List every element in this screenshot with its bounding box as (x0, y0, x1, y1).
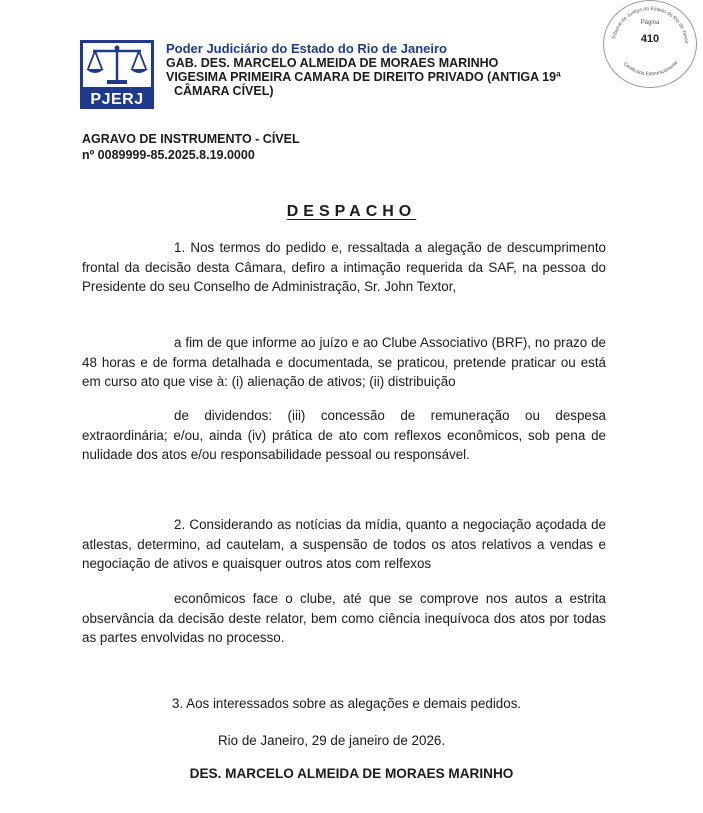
seal-bottom-arc: Certificado Eletronicamente (621, 59, 680, 78)
signature-name: DES. MARCELO ALMEIDA DE MORAES MARINHO (189, 766, 514, 781)
case-type: AGRAVO DE INSTRUMENTO - CÍVEL (82, 132, 300, 146)
document-header (166, 42, 606, 98)
paragraph-3: 3. Aos interessados sobre as alegações e demais pedidos. (172, 696, 522, 711)
document-title (0, 203, 703, 221)
case-number: nº 0089999-85.2025.8.19.0000 (82, 148, 255, 162)
chamber-name-line2: CÂMARA CÍVEL) (174, 84, 274, 98)
paragraph-2b: econômicos face o clube, até que se comprove nos autos a estrita observância da decisão deste relator, bem como ciência inequívoca dos atos por todas as partes envolvidas no processo. (82, 591, 606, 645)
paragraph-2a: 2. Considerando as notícias da mídia, quanto a negociação açodada de atlestas, determino, ad cautelam, a suspensão de todos os atos relativos a vendas e negociação de ativos e quaisquer outros atos com relfexos (82, 517, 606, 571)
cabinet-name: GAB. DES. MARCELO ALMEIDA DE MORAES MARINHO (166, 56, 499, 70)
paragraph-1b: a fim de que informe ao juízo e ao Clube Associativo (BRF), no prazo de 48 horas e de forma detalhada e documentada, se praticou, pretende praticar ou está em curso ato que vise à: (i) alienação de ativos; (ii) distribuição (82, 335, 606, 389)
document-date: Rio de Janeiro, 29 de janeiro de 2026. (218, 733, 446, 748)
document-title-text: DESPACHO (286, 203, 417, 220)
seal-label: Página (640, 20, 660, 26)
seal-page-number: 410 (640, 33, 660, 45)
paragraph-1c: de dividendos: (iii) concessão de remuneração ou despesa extraordinária; e/ou, ainda (iv) prática de ato com reflexos econômicos, sob pena de nulidade dos atos e/ou responsabilidade pessoal ou responsável. (82, 408, 606, 462)
logo-text: PJERJ (80, 90, 154, 109)
scales-of-justice-icon (80, 40, 154, 90)
seal-top-arc: Tribunal de Justiça do Estado do Rio de Janeir (611, 5, 690, 44)
case-info (82, 131, 300, 163)
paragraph-1a: 1. Nos termos do pedido e, ressaltada a alegação de descumprimento frontal da decisão desta Câmara, defiro a intimação requerida da SAF, na pessoa do Presidente do seu Conselho de Administração, Sr. John Textor, (82, 240, 606, 294)
court-name: Poder Judiciário do Estado do Rio de Janeiro (166, 41, 447, 56)
court-seal (603, 0, 699, 90)
svg-text:Certificado Eletronicamente (622, 60, 680, 78)
pjerj-logo (80, 40, 156, 110)
chamber-name-line1: VIGESIMA PRIMEIRA CAMARA DE DIREITO PRIVADO (ANTIGA 19ª (166, 70, 561, 84)
